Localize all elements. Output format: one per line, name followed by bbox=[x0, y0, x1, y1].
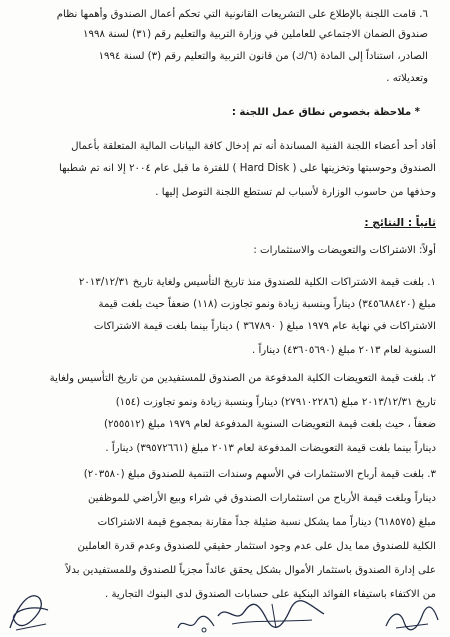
item-1-line-2: مبلغ (٣٤٥٦٨٨٤٢٠) ديناراً وبنسبة زيادة ونمو تجاوزت (١١٨) ضعفاً حيث بلغت قيمة bbox=[98, 299, 436, 310]
scope-note-heading: * ملاحظة بخصوص نطاق عمل اللجنة : bbox=[231, 107, 420, 118]
item-2-line-1: ٢. بلغت قيمة التعويضات الكلية المدفوعة من الصندوق للمستفيدين من تاريخ التأسيس ولغاية bbox=[49, 373, 436, 384]
item-2-line-4: ديناراً بينما بلغت قيمة التعويضات المدفوعة لعام ٢٠١٣ مبلغ (٣٩٥٧٢٦٦١) ديناراً . bbox=[105, 443, 436, 454]
subsection-1-heading: أولاً: الاشتراكات والتعويضات والاستثمارات : bbox=[253, 245, 436, 256]
section-2-heading: ثانياً : النتائج : bbox=[364, 217, 436, 229]
paragraph-6-line-1: ٦. قامت اللجنة بالإطلاع على التشريعات القانونية التي تحكم أعمال الصندوق وأهمها نظام bbox=[56, 9, 428, 20]
item-3-line-4: الكلية للصندوق مما يدل على عدم وجود استثمار حقيقي للصندوق وعدم قدرة العاملين bbox=[77, 541, 436, 552]
item-2-line-3: ضعفاً ، حيث بلغت قيمة التعويضات السنوية المدفوعة لعام ١٩٧٩ مبلغ (٢٥٥٥١٢) bbox=[103, 419, 436, 430]
item-1-line-1: ١. بلغت قيمة الاشتراكات الكلية للصندوق منذ تاريخ التأسيس ولغاية تاريخ ٢٠١٣/١٢/٣١ bbox=[78, 277, 436, 288]
scope-note-line-2: الصندوق وحوسبتها وتخزينها على ( Hard Disk ) للفترة ما قبل عام ٢٠٠٤ إلا انه تم شطبها bbox=[58, 163, 436, 174]
paragraph-6-line-4: وتعديلاته . bbox=[386, 73, 428, 84]
item-1-line-4: السنوية لعام ٢٠١٣ مبلغ (٤٣٦٠٥٦٩٠) ديناراً . bbox=[251, 345, 436, 356]
item-3-line-1: ٣. بلغت قيمة أرباح الاستثمارات في الأسهم وسندات التنمية للصندوق مبلغ (٢٠٣٥٨٠) bbox=[83, 469, 436, 480]
item-3-line-2: ديناراً وبلغت قيمة الأرباح من استثمارات الصندوق في شراء وبيع الأراضي للموظفين bbox=[87, 493, 436, 504]
paragraph-6-line-2: صندوق الضمان الاجتماعي للعاملين في وزارة التربية والتعليم رقم (٣١) لسنة ١٩٩٨ bbox=[83, 29, 428, 40]
signature-right bbox=[382, 604, 442, 634]
signature-center-left bbox=[174, 612, 218, 636]
item-1-line-3: الاشتراكات في نهاية عام ١٩٧٩ مبلغ ( ٣٦٧٨٩٠ ) ديناراً بينما بلغت قيمة الاشتراكات bbox=[93, 321, 436, 332]
signature-left bbox=[6, 590, 52, 634]
item-3-line-5: على إدارة الصندوق باستثمار الأموال بشكل يحقق عائداً مجزياً للصندوق وللمستفيدين بدلاً bbox=[65, 565, 436, 576]
paragraph-6-line-3: الصادر، استناداً إلى المادة (٦/ك) من قانون التربية والتعليم رقم (٣) لسنة ١٩٩٤ bbox=[98, 51, 428, 62]
scope-note-line-1: أفاد أحد أعضاء اللجنة الفنية المساندة أنه تم إدخال كافة البيانات المالية المتعلقة بأعمال bbox=[71, 141, 436, 152]
signature-center-right bbox=[212, 598, 332, 632]
item-3-line-6: من الاكتفاء باستيفاء الفوائد البنكية على حسابات الصندوق لدى البنوك التجارية . bbox=[104, 589, 436, 600]
item-2-line-2: تاريخ ٢٠١٣/١٢/٣١ مبلغ (٢٧٩١٠٢٢٨٦) ديناراً وبنسبة زيادة ونمو تجاوزت (١٥٤) bbox=[115, 397, 436, 408]
scope-note-line-3: وحذفها من حاسوب الوزارة لأسباب لم تستطع اللجنة التوصل إليها . bbox=[155, 187, 436, 198]
item-3-line-3: مبلغ (٦١٨٥٧٥) ديناراً مما يشكل نسبة ضئيلة جداً مقارنة بمجموع قيمة الاشتراكات bbox=[97, 517, 436, 528]
